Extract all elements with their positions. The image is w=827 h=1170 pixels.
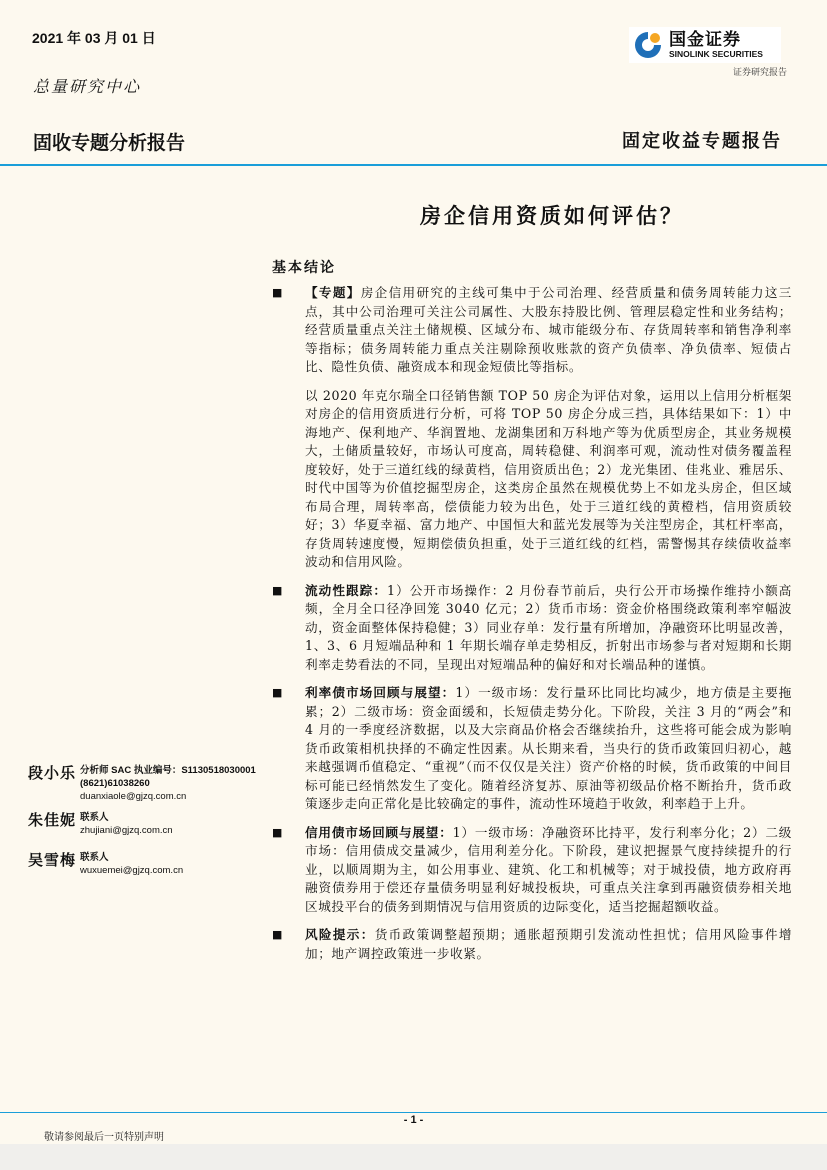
author-role: 联系人 xyxy=(80,812,109,823)
report-series: 固定收益专题报告 xyxy=(622,131,782,152)
footer-divider xyxy=(0,1112,827,1113)
bullet-label: 利率债市场回顾与展望： xyxy=(305,685,456,700)
page-number: - 1 - xyxy=(403,1114,424,1126)
author-list xyxy=(28,762,268,883)
author-name: 吴雪梅 xyxy=(28,851,77,869)
bullet-square-icon: ■ xyxy=(272,825,283,839)
logo-name-cn: 国金证券 xyxy=(669,30,741,49)
research-center: 总量研究中心 xyxy=(33,77,142,96)
bullet-square-icon: ■ xyxy=(272,286,283,299)
bullet-text: 1）一级市场：净融资环比持平，发行利率分化；2）二级市场：信用债成交量减少，信用利差分化。下阶段，建议把握景气度持续提升的行业，以顺周期为主，如公用事业、建筑、化工和机械等；对于城投债，地方政府再融资债券用于偿还存量债务明显利好城投板块，可重点关注拿到再融资债券相关地区城投平台的债务到期情况与信用资质的边际变化，适当挖掘超额收益。 xyxy=(305,824,792,914)
logo-mark-icon xyxy=(633,30,663,60)
logo-subtitle: 证券研究报告 xyxy=(732,68,787,78)
company-logo xyxy=(629,27,781,63)
bullet-item xyxy=(272,824,792,917)
bullet-square-icon: ■ xyxy=(272,686,283,699)
author-role: 分析师 SAC 执业编号：S1130518030001 xyxy=(80,765,256,776)
author-entry xyxy=(28,762,268,803)
logo-name-en: SINOLINK SECURITIES xyxy=(669,49,763,59)
disclaimer-note: 敬请参阅最后一页特别声明 xyxy=(44,1132,164,1143)
bullet-text: 1）公开市场操作：2 月份春节前后，央行公开市场操作维持小额高频，全月全口径净回笼 3040 亿元；2）货币市场：资金价格围绕政策利率窄幅波动，资金面整体保持稳健；3）同业存单：发行量有所增加，净融资环比明显改善，1、3、6 月短端品种和 1 年期长端存单走势相反，折射出市场参与者对短期和长期利率走势看法的不同，呈现出对短端品种的偏好和对长端品种的谨慎。 xyxy=(305,582,792,672)
bullet-text: 房企信用研究的主线可集中于公司治理、经营质量和债务周转能力这三点，其中公司治理可关注公司属性、大股东持股比例、管理层稳定性和业务结构；经营质量重点关注土储规模、区域分布、城市能级分布、存货周转率和销售净利率等指标；债务周转能力重点关注剔除预收账款的资产负债率、净负债率、短债占比、隐性负债、融资成本和现金短债比等指标。 xyxy=(305,285,792,374)
main-content xyxy=(272,284,792,973)
bullet-label: 【专题】 xyxy=(305,285,361,300)
bullet-item xyxy=(272,284,792,377)
bullet-item xyxy=(272,582,792,675)
bullet-text: 货币政策调整超预期；通胀超预期引发流动性担忧；信用风险事件增加；地产调控政策进一步收紧。 xyxy=(305,927,793,961)
author-name: 段小乐 xyxy=(28,764,77,782)
author-name: 朱佳妮 xyxy=(28,811,77,829)
author-email[interactable]: zhujiani@gjzq.com.cn xyxy=(80,825,173,836)
report-title: 房企信用资质如何评估？ xyxy=(420,203,684,228)
bullet-label: 风险提示： xyxy=(305,927,375,942)
author-entry xyxy=(28,809,268,837)
bullet-text: 1）一级市场：发行量环比同比均减少，地方债是主要拖累；2）二级市场：资金面缓和，长短债走势分化。下阶段，关注 3 月的“两会”和 4 月的一季度经济数据，以及大宗商品价格会否继续抬升，这些将可能会成为影响货币政策相机抉择的不确定性因素。从长期来看，当央行的货币政策回归初心，越来越强调币值稳定、“重视”（而不仅仅是关注）资产价格的时候，货币政策的中间目标可能已经悄然发生了变化。随着经济复苏、原油等初级品价格不断抬升，货币政策逐步走向正常化是比较确定的事件，流动性环境趋于收敛，利率趋于上升。 xyxy=(305,685,793,811)
bullet-label: 流动性跟踪： xyxy=(305,582,388,598)
author-email[interactable]: wuxuemei@gjzq.com.cn xyxy=(80,865,184,876)
bullet-item xyxy=(272,926,792,963)
author-email[interactable]: duanxiaole@gjzq.com.cn xyxy=(80,791,187,802)
author-role: 联系人 xyxy=(80,852,109,863)
header-divider xyxy=(0,164,827,166)
author-phone: (8621)61038260 xyxy=(80,778,150,789)
report-date: 2021 年 03 月 01 日 xyxy=(32,30,156,46)
bullet-square-icon: ■ xyxy=(272,583,283,597)
section-heading: 基本结论 xyxy=(272,260,336,276)
bullet-label: 信用债市场回顾与展望： xyxy=(305,824,453,840)
author-entry xyxy=(28,849,268,877)
bullet-item xyxy=(272,684,792,814)
body-paragraph: 以 2020 年克尔瑞全口径销售额 TOP 50 房企为评估对象，运用以上信用分析框架对房企的信用资质进行分析，可将 TOP 50 房企分成三挡，具体结果如下：1）中海地产、保利地产、华润置地、龙湖集团和万科地产等为优质型房企，其业务规模大，土储质量较好，市场认可度高，周转稳健、利润率可观，流动性对债务覆盖程度较好，处于三道红线的绿黄档，信用资质出色；2）龙光集团、佳兆业、雅居乐、时代中国等为价值挖掘型房企，这类房企虽然在规模优势上不如龙头房企，但区域布局合理，周转率高，偿债能力较为出色，处于三道红线的黄橙档，信用资质较好；3）华夏幸福、富力地产、中国恒大和蓝光发展等为关注型房企，其杠杆率高，存货周转速度慢，短期偿债负担重，处于三道红线的红档，需警惕其存续债收益率波动和信用风险。 xyxy=(305,387,792,569)
bullet-square-icon: ■ xyxy=(272,928,283,941)
report-category: 固收专题分析报告 xyxy=(33,133,186,154)
